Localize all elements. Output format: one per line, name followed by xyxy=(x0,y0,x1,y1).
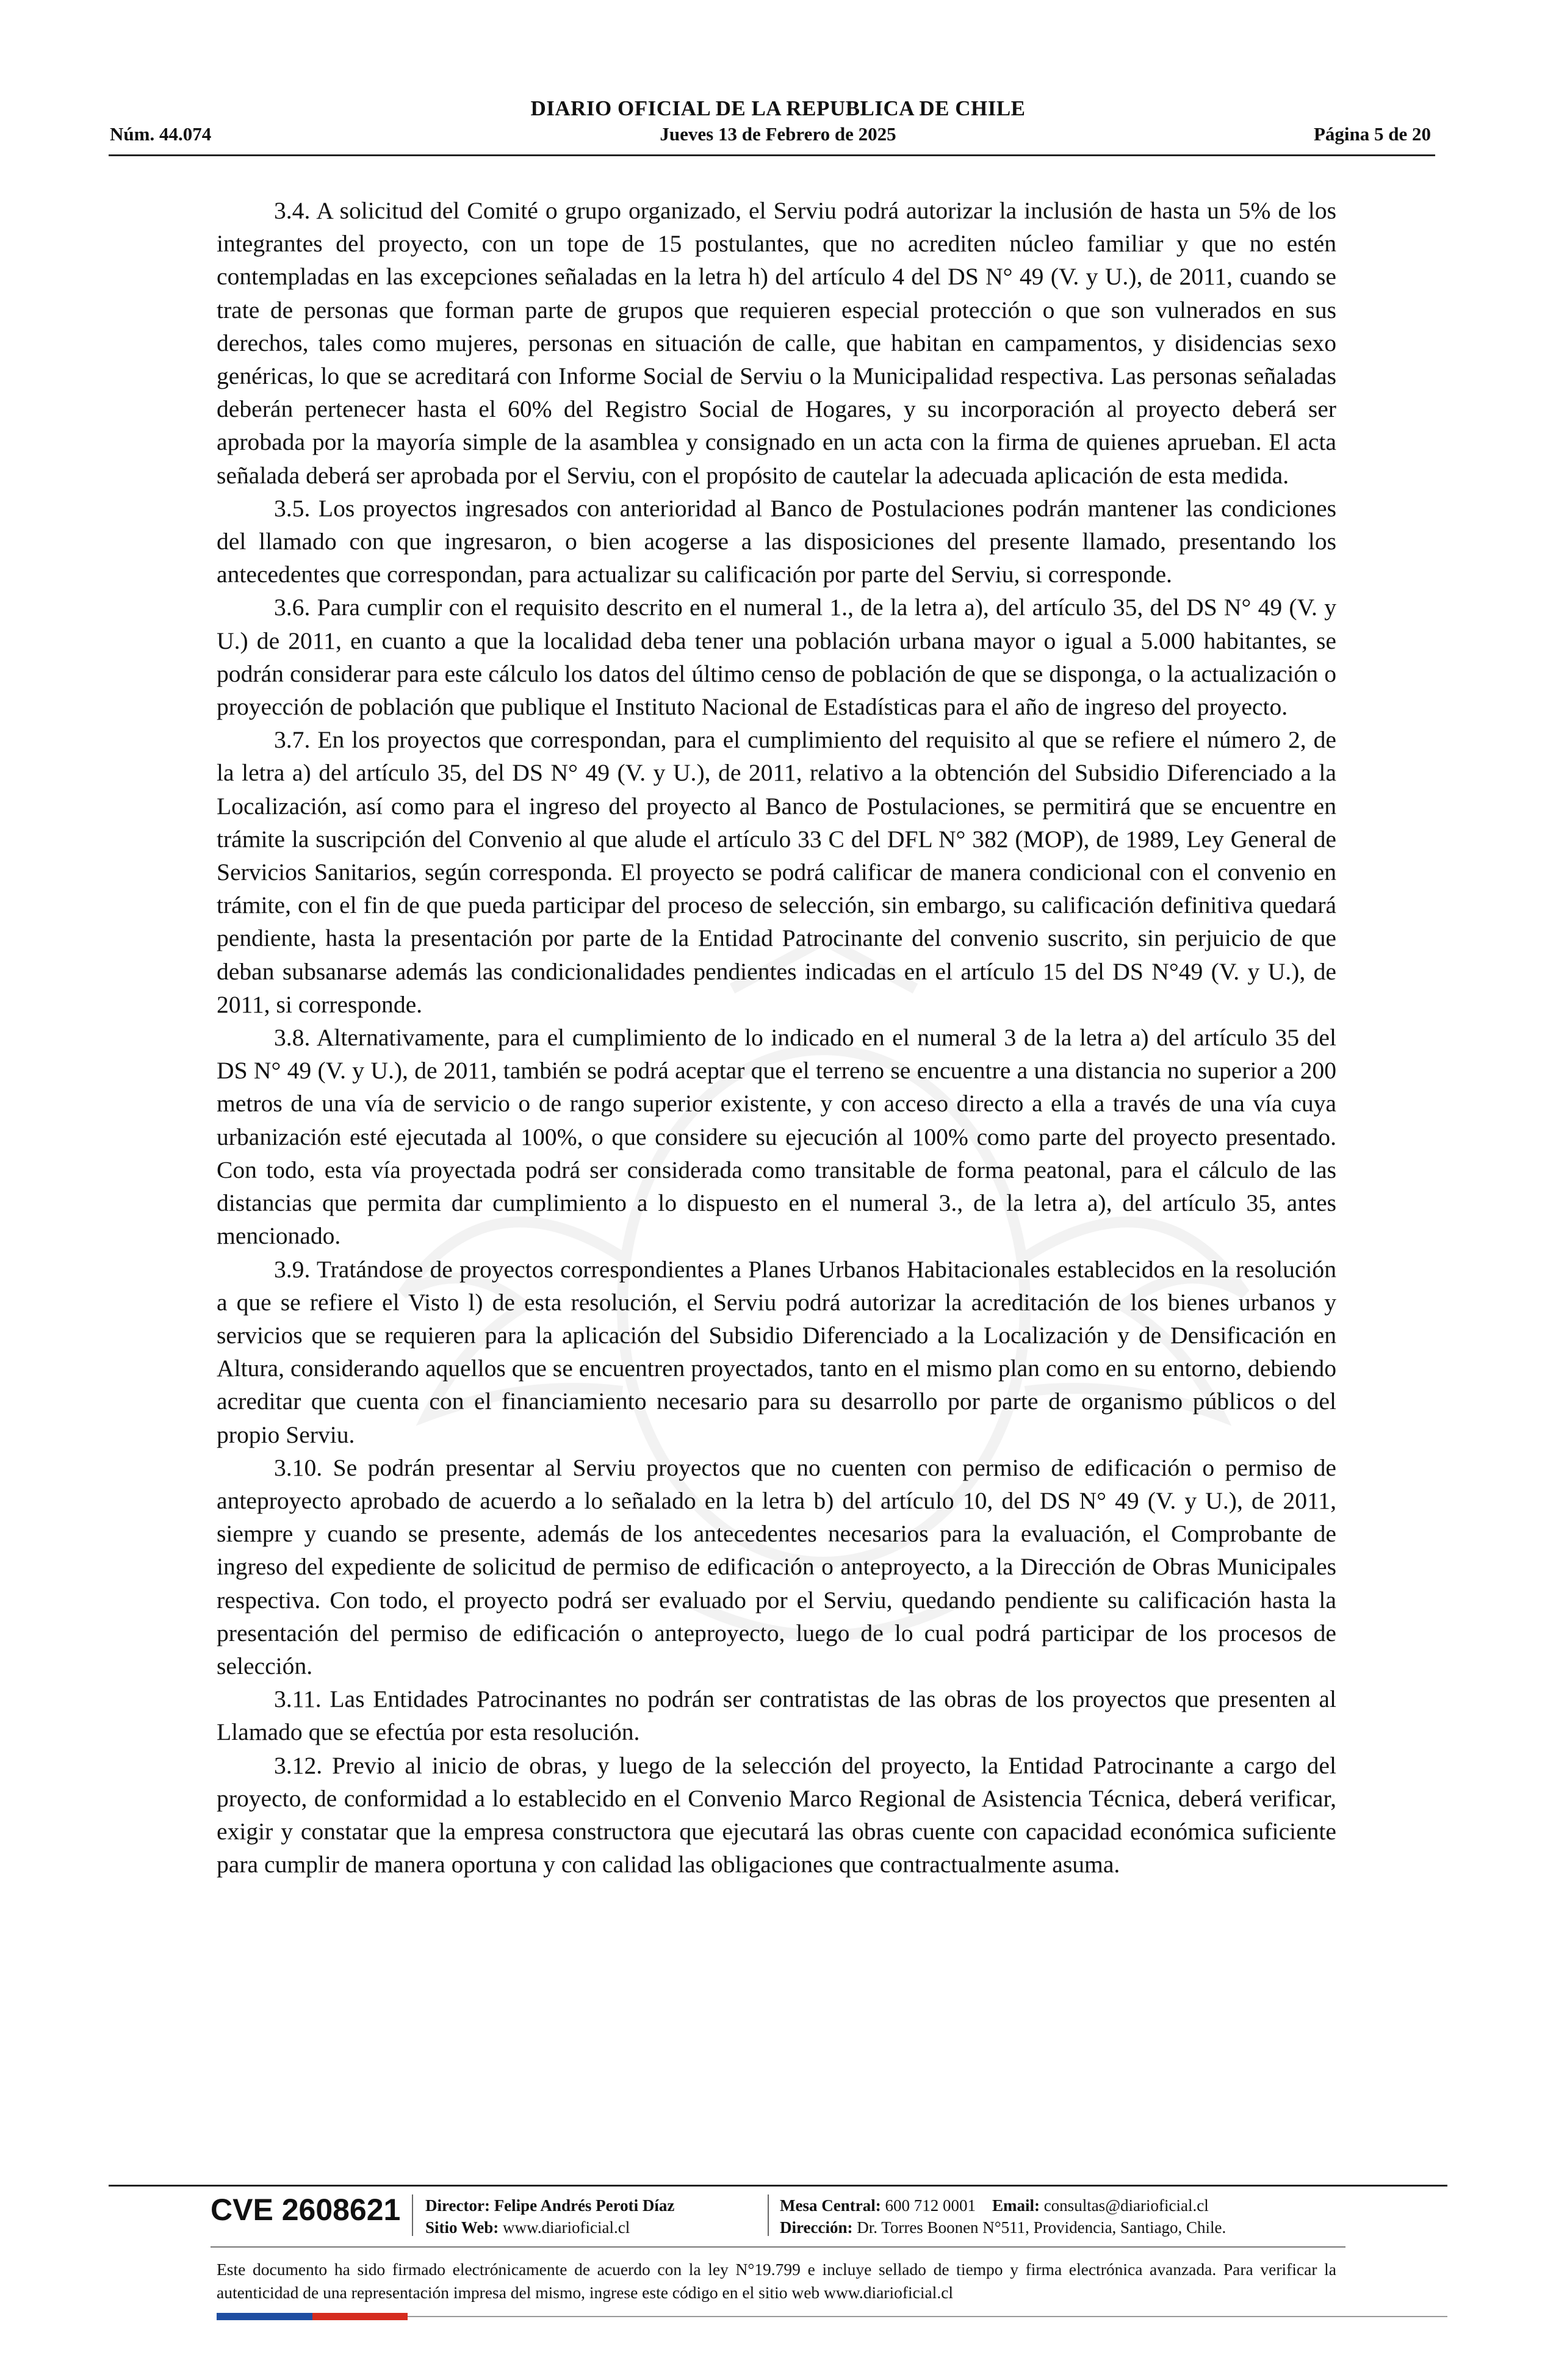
page-number: Página 5 de 20 xyxy=(1313,123,1431,145)
address-value: Dr. Torres Boonen N°511, Providencia, Santiago, Chile. xyxy=(857,2218,1226,2237)
director-name: Felipe Andrés Peroti Díaz xyxy=(494,2196,675,2215)
paragraph-3-10: 3.10. Se podrán presentar al Serviu proyectos que no cuenten con permiso de edificación o permiso de anteproyecto aprobado de acuerdo a lo señalado en la letra b) del artículo 10, del DS N° 49 (V. y U.), de 2011, siempre y cuando se presente, además de los antecedentes necesarios para la evaluación, el Comprobante de ingreso del expediente de solicitud de permiso de edificación o anteproyecto, a la Dirección de Obras Municipales respectiva. Con todo, el proyecto podrá ser evaluado por el Serviu, quedando pendiente su calificación hasta la presentación del permiso de edificación o anteproyecto, luego de lo cual podrá participar de los procesos de selección. xyxy=(217,1454,1336,1679)
footer-bottom-line xyxy=(408,2316,1447,2317)
paragraph-3-7: 3.7. En los proyectos que correspondan, para el cumplimiento del requisito al que se refiere el número 2, de la letra a) del artículo 35, del DS N° 49 (V. y U.), de 2011, relativo a la obtención del Subsidio Diferenciado a la Localización, así como para el ingreso del proyecto al Banco de Postulaciones, se permitirá que se encuentre en trámite la suscripción del Convenio al que alude el artículo 33 C del DFL N° 382 (MOP), de 1989, Ley General de Servicios Sanitarios, según corresponda. El proyecto se podrá calificar de manera condicional con el convenio en trámite, con el fin de que pueda participar del proceso de selección, sin embargo, su calificación definitiva quedará pendiente, hasta la presentación por parte de la Entidad Patrocinante del convenio suscrito, sin perjuicio de que deban subsanarse además las condicionalidades pendientes indicadas en el artículo 15 del DS N°49 (V. y U.), de 2011, si corresponde. xyxy=(217,726,1336,1018)
address-line xyxy=(780,2216,1226,2238)
paragraph-3-6: 3.6. Para cumplir con el requisito descrito en el numeral 1., de la letra a), del artículo 35, del DS N° 49 (V. y U.) de 2011, en cuanto a que la localidad deba tener una población urbana mayor o igual a 5.000 habitantes, se podrán considerar para este cálculo los datos del último censo de población de que se disponga, o la actualización o proyección de población que publique el Instituto Nacional de Estadísticas para el año de ingreso del proyecto. xyxy=(217,594,1336,721)
paragraph-3-12: 3.12. Previo al inicio de obras, y luego de la selección del proyecto, la Entidad Patrocinante a cargo del proyecto, de conformidad a lo establecido en el Convenio Marco Regional de Asistencia Técnica, deberá verificar, exigir y constatar que la empresa constructora que ejecutará las obras cuente con capacidad económica suficiente para cumplir de manera oportuna y con calidad las obligaciones que contractualmente asuma. xyxy=(217,1751,1336,1878)
website-link[interactable]: www.diarioficial.cl xyxy=(503,2218,630,2237)
flag-stripe-red xyxy=(312,2313,408,2320)
footer-inner-divider xyxy=(211,2246,1345,2248)
phone-label: Mesa Central: xyxy=(780,2196,881,2215)
director-label: Director: xyxy=(425,2196,490,2215)
flag-stripe-blue xyxy=(217,2313,312,2320)
email-label: Email: xyxy=(992,2196,1040,2215)
header-divider xyxy=(109,154,1435,156)
cve-code: CVE 2608621 xyxy=(211,2193,401,2227)
issue-number: Núm. 44.074 xyxy=(110,123,212,145)
issue-date: Jueves 13 de Febrero de 2025 xyxy=(660,123,896,145)
footer-divider xyxy=(109,2185,1447,2187)
phone-value: 600 712 0001 xyxy=(885,2196,976,2215)
paragraph-3-11: 3.11. Las Entidades Patrocinantes no podrán ser contratistas de las obras de los proyectos que presenten al Llamado que se efectúa por esta resolución. xyxy=(217,1686,1336,1746)
footer-separator xyxy=(412,2194,413,2236)
address-label: Dirección: xyxy=(780,2218,853,2237)
website-label: Sitio Web: xyxy=(425,2218,499,2237)
paragraph-3-4: 3.4. A solicitud del Comité o grupo organizado, el Serviu podrá autorizar la inclusión de hasta un 5% de los integrantes del proyecto, con un tope de 15 postulantes, que no acrediten núcleo familiar y que no estén contempladas en las excepciones señaladas en la letra h) del artículo 4 del DS N° 49 (V. y U.), de 2011, cuando se trate de personas que forman parte de grupos que requieren especial protección o que son vulnerados en sus derechos, tales como mujeres, personas en situación de calle, que habitan en campamentos, y disidencias sexo genéricas, lo que se acreditará con Informe Social de Serviu o la Municipalidad respectiva. Las personas señaladas deberán pertenecer hasta el 60% del Registro Social de Hogares, y su incorporación al proyecto deberá ser aprobada por la mayoría simple de la asamblea y consignado en un acta con la firma de quienes aprueban. El acta señalada deberá ser aprobada por el Serviu, con el propósito de cautelar la adecuada aplicación de esta medida. xyxy=(217,197,1336,489)
email-link[interactable]: consultas@diarioficial.cl xyxy=(1043,2196,1209,2215)
legal-notice: Este documento ha sido firmado electrónicamente de acuerdo con la ley N°19.799 e incluye sellado de tiempo y firma electrónica avanzada. Para verificar la autenticidad de una representación impresa del mismo, ingrese este código en el sitio web www.diarioficial.cl xyxy=(217,2260,1336,2302)
website-line xyxy=(425,2216,630,2238)
article-body xyxy=(217,194,1336,1881)
director-line xyxy=(425,2194,674,2216)
contact-line xyxy=(780,2194,1209,2216)
newspaper-title: DIARIO OFICIAL DE LA REPUBLICA DE CHILE xyxy=(530,96,1026,120)
footer-separator xyxy=(768,2194,769,2236)
paragraph-3-9: 3.9. Tratándose de proyectos correspondientes a Planes Urbanos Habitacionales establecidos en la resolución a que se refiere el Visto l) de esta resolución, el Serviu podrá autorizar la acreditación de los bienes urbanos y servicios que se requieren para la aplicación del Subsidio Diferenciado a la Localización y de Densificación en Altura, considerando aquellos que se encuentren proyectados, tanto en el mismo plan como en su entorno, debiendo acreditar que cuenta con el financiamiento necesario para su desarrollo por parte de organismo públicos o del propio Serviu. xyxy=(217,1255,1336,1448)
paragraph-3-5: 3.5. Los proyectos ingresados con anterioridad al Banco de Postulaciones podrán mantener las condiciones del llamado con que ingresaron, o bien acogerse a las disposiciones del presente llamado, presentando los antecedentes que correspondan, para actualizar su calificación por parte del Serviu, si corresponde. xyxy=(217,494,1336,588)
paragraph-3-8: 3.8. Alternativamente, para el cumplimiento de lo indicado en el numeral 3 de la letra a) del artículo 35 del DS N° 49 (V. y U.), de 2011, también se podrá aceptar que el terreno se encuentre a una distancia no superior a 200 metros de una vía de servicio o de rango superior existente, y con acceso directo a ella a través de una vía cuya urbanización esté ejecutada al 100%, o que considere su ejecución al 100% como parte del proyecto presentado. Con todo, esta vía proyectada podrá ser considerada como transitable de forma peatonal, para el cálculo de las distancias que permita dar cumplimiento a lo dispuesto en el numeral 3., de la letra a), del artículo 35, antes mencionado. xyxy=(217,1024,1336,1250)
